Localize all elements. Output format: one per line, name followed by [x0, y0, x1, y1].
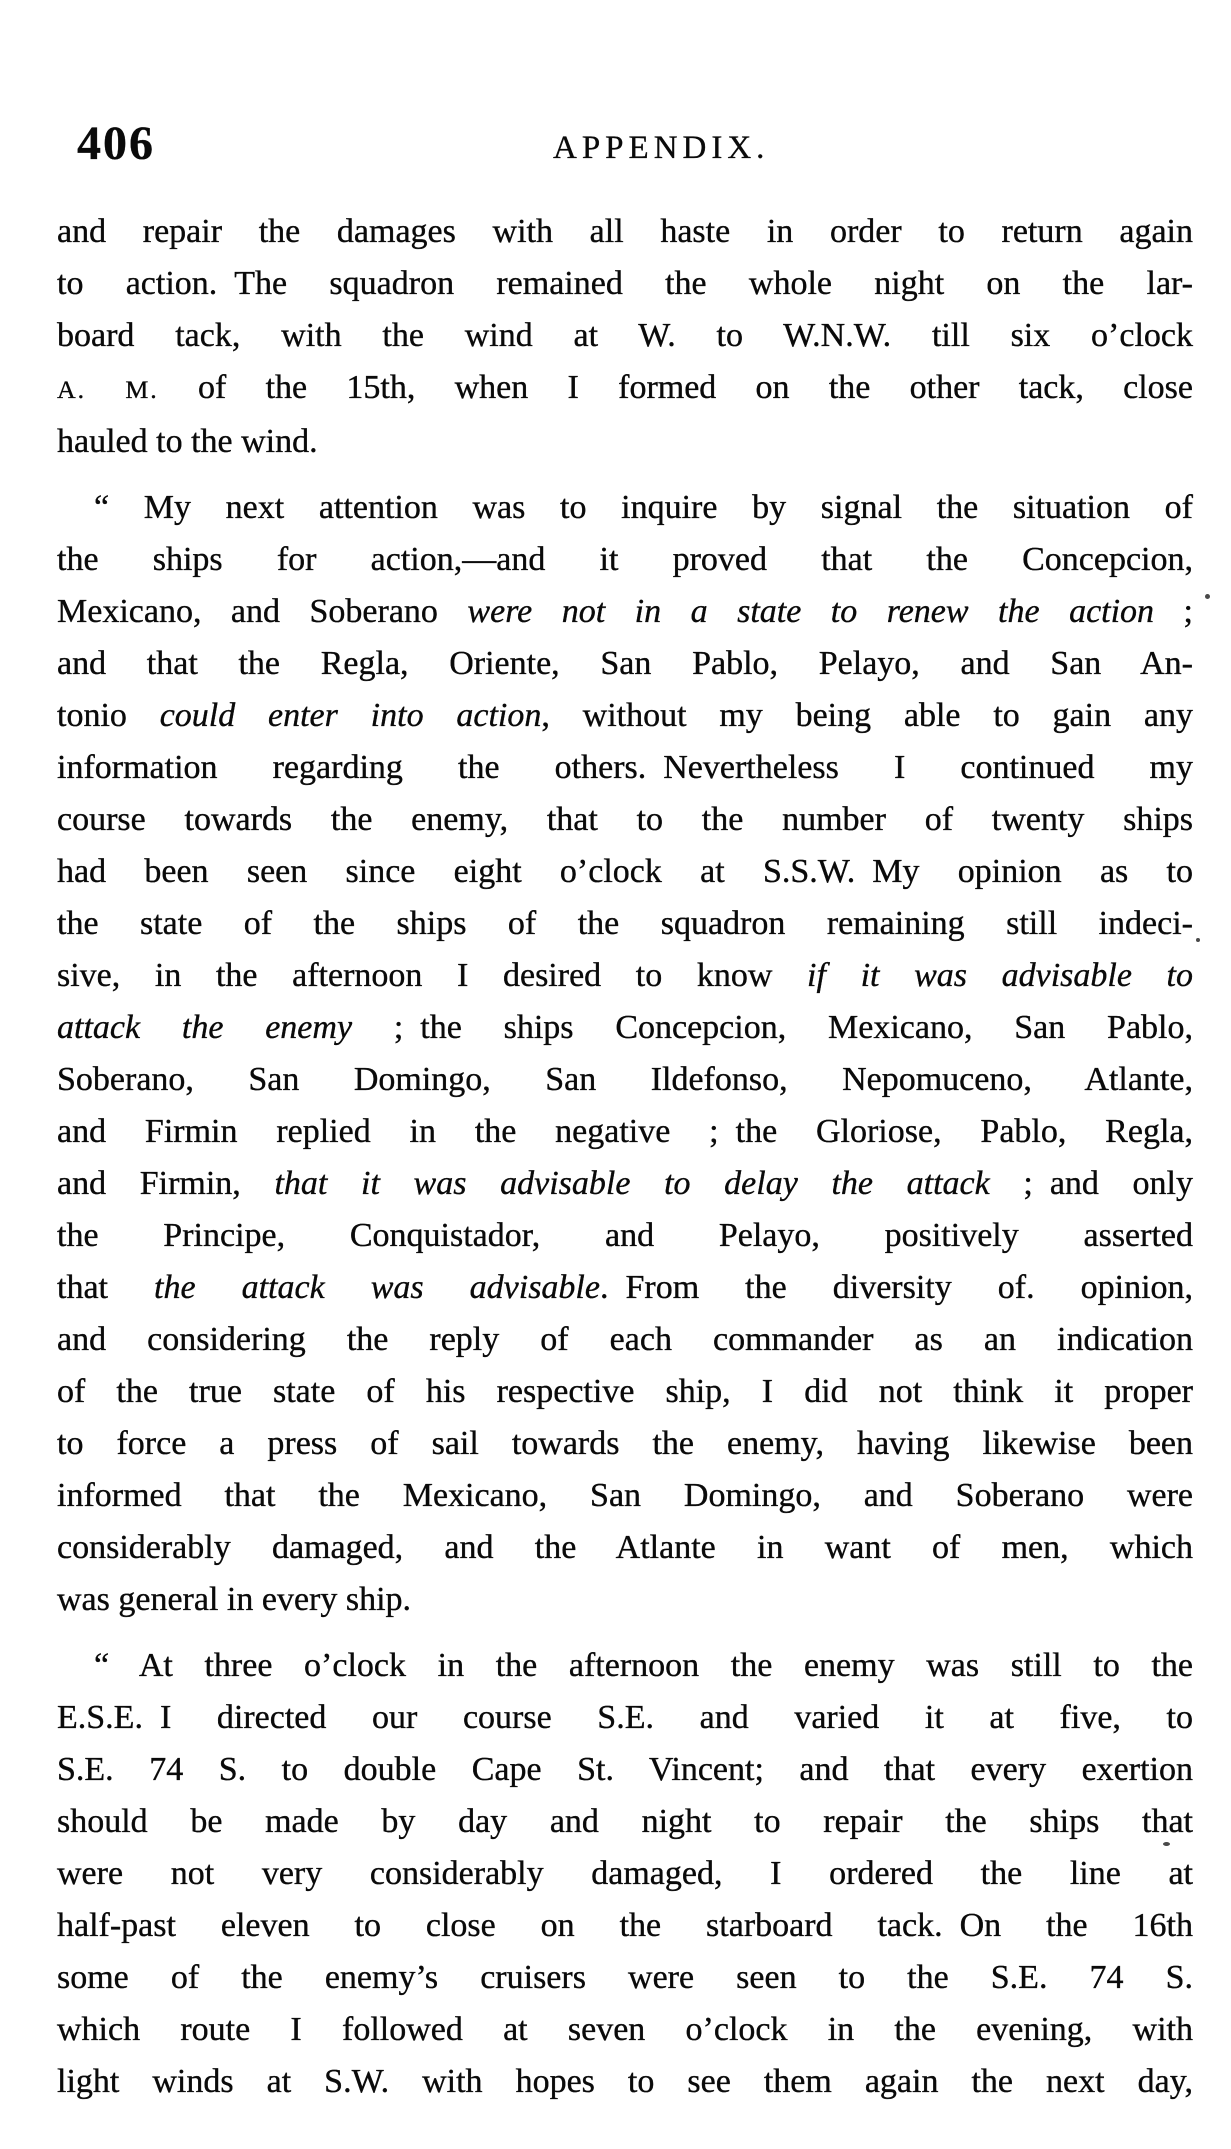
text-segment: light winds at S.W. with hopes to see them again the next day, [57, 2063, 1193, 2100]
text-segment: “ My next attention was to inquire by signal the situation of [94, 489, 1193, 526]
text-segment: the ships for action,—and it proved that the Concepcion, [57, 541, 1193, 578]
page-number: 406 [77, 117, 155, 170]
text-segment: that it was advisable to delay the attack [274, 1165, 990, 1202]
text-segment: and that the Regla, Oriente, San Pablo, Pelayo, and San An- [57, 645, 1193, 682]
running-header: APPENDIX. [553, 130, 770, 166]
paragraph [57, 1640, 1193, 2108]
text-segment: course towards the enemy, that to the number of twenty ships [57, 801, 1193, 838]
text-segment: should be made by day and night to repair the ships that [57, 1803, 1193, 1840]
text-segment: half-past eleven to close on the starboard tack. On the 16th [57, 1907, 1193, 1944]
text-line [57, 1470, 1193, 1522]
text-segment: ; and only [989, 1165, 1194, 1202]
ink-speck [1205, 594, 1210, 599]
text-segment: “ At three o’clock in the afternoon the enemy was still to the [94, 1647, 1193, 1684]
text-segment: ; the ships Concepcion, Mexicano, San Pablo, [352, 1009, 1193, 1046]
text-line [57, 1366, 1193, 1418]
text-line [57, 846, 1193, 898]
text-line [57, 898, 1193, 950]
text-segment: information regarding the others. Nevertheless I continued my [57, 749, 1193, 786]
text-segment: to action. The squadron remained the whole night on the lar- [57, 265, 1193, 302]
text-segment: the attack was advisable [154, 1269, 600, 1306]
text-segment: could enter into action [159, 697, 542, 734]
text-line [57, 586, 1193, 638]
text-segment: Soberano, San Domingo, San Ildefonso, Nepomuceno, Atlante, [57, 1061, 1193, 1098]
text-line [57, 1418, 1193, 1470]
ink-speck [1196, 938, 1200, 942]
body-text [57, 206, 1193, 2108]
text-segment: and Firmin replied in the negative ; the Gloriose, Pablo, Regla, [57, 1113, 1193, 1150]
text-line [57, 1106, 1193, 1158]
text-line [57, 794, 1193, 846]
text-segment: some of the enemy’s cruisers were seen to the S.E. 74 S. [57, 1959, 1193, 1996]
text-line [57, 1744, 1193, 1796]
text-line [57, 1640, 1193, 1692]
text-line [57, 1900, 1193, 1952]
text-line [57, 258, 1193, 310]
text-line [57, 1692, 1193, 1744]
text-line [57, 2056, 1193, 2108]
text-line [57, 482, 1193, 534]
text-segment: sive, in the afternoon I desired to know [57, 957, 808, 994]
text-line [57, 1262, 1193, 1314]
text-segment: ; [1154, 593, 1193, 630]
text-segment: hauled to the wind. [57, 423, 318, 460]
text-line [57, 1522, 1193, 1574]
text-line [57, 1210, 1193, 1262]
text-segment: were not in a state to renew the action [467, 593, 1155, 630]
ink-speck [1163, 1842, 1170, 1846]
text-segment: had been seen since eight o’clock at S.S.W. My opinion as to [57, 853, 1193, 890]
text-segment: board tack, with the wind at W. to W.N.W. till six o’clock [57, 317, 1193, 354]
text-line [57, 1796, 1193, 1848]
text-line [57, 1952, 1193, 2004]
text-segment: attack the enemy [57, 1009, 353, 1046]
text-segment: and Firmin, [57, 1165, 275, 1202]
text-line [57, 1054, 1193, 1106]
text-segment: of the 15th, when I formed on the other tack, close [158, 369, 1193, 406]
text-line [57, 416, 1193, 468]
text-line [57, 2004, 1193, 2056]
text-segment: the state of the ships of the squadron remaining still indeci- [57, 905, 1193, 942]
text-line [57, 206, 1193, 258]
text-segment: to force a press of sail towards the enemy, having likewise been [57, 1425, 1193, 1462]
text-line [57, 1574, 1193, 1626]
text-line [57, 1002, 1193, 1054]
text-segment: A. M. [57, 375, 159, 404]
text-line [57, 1158, 1193, 1210]
paragraph [57, 206, 1193, 468]
text-segment: the Principe, Conquistador, and Pelayo, positively asserted [57, 1217, 1193, 1254]
text-line [57, 950, 1193, 1002]
text-segment: tonio [57, 697, 160, 734]
text-line [57, 1848, 1193, 1900]
text-line [57, 362, 1193, 416]
paragraph [57, 482, 1193, 1626]
text-segment: if it was advisable to [807, 957, 1193, 994]
text-line [57, 534, 1193, 586]
text-line [57, 1314, 1193, 1366]
text-segment: S.E. 74 S. to double Cape St. Vincent; and that every exertion [57, 1751, 1193, 1788]
text-segment: and considering the reply of each commander as an indication [57, 1321, 1193, 1358]
text-segment: were not very considerably damaged, I ordered the line at [57, 1855, 1193, 1892]
text-line [57, 742, 1193, 794]
text-segment: which route I followed at seven o’clock in the evening, with [57, 2011, 1193, 2048]
text-segment: that [57, 1269, 155, 1306]
text-line [57, 638, 1193, 690]
text-segment: E.S.E. I directed our course S.E. and varied it at five, to [57, 1699, 1193, 1736]
text-line [57, 310, 1193, 362]
text-segment: of the true state of his respective ship, I did not think it proper [57, 1373, 1193, 1410]
text-segment: and repair the damages with all haste in order to return again [57, 213, 1193, 250]
text-segment: Mexicano, and Soberano [57, 593, 468, 630]
text-segment: informed that the Mexicano, San Domingo, and Soberano were [57, 1477, 1193, 1514]
text-line [57, 690, 1193, 742]
text-segment: . From the diversity of. opinion, [599, 1269, 1194, 1306]
text-segment: , without my being able to gain any [541, 697, 1193, 734]
text-segment: considerably damaged, and the Atlante in want of men, which [57, 1529, 1193, 1566]
text-segment: was general in every ship. [57, 1581, 412, 1618]
